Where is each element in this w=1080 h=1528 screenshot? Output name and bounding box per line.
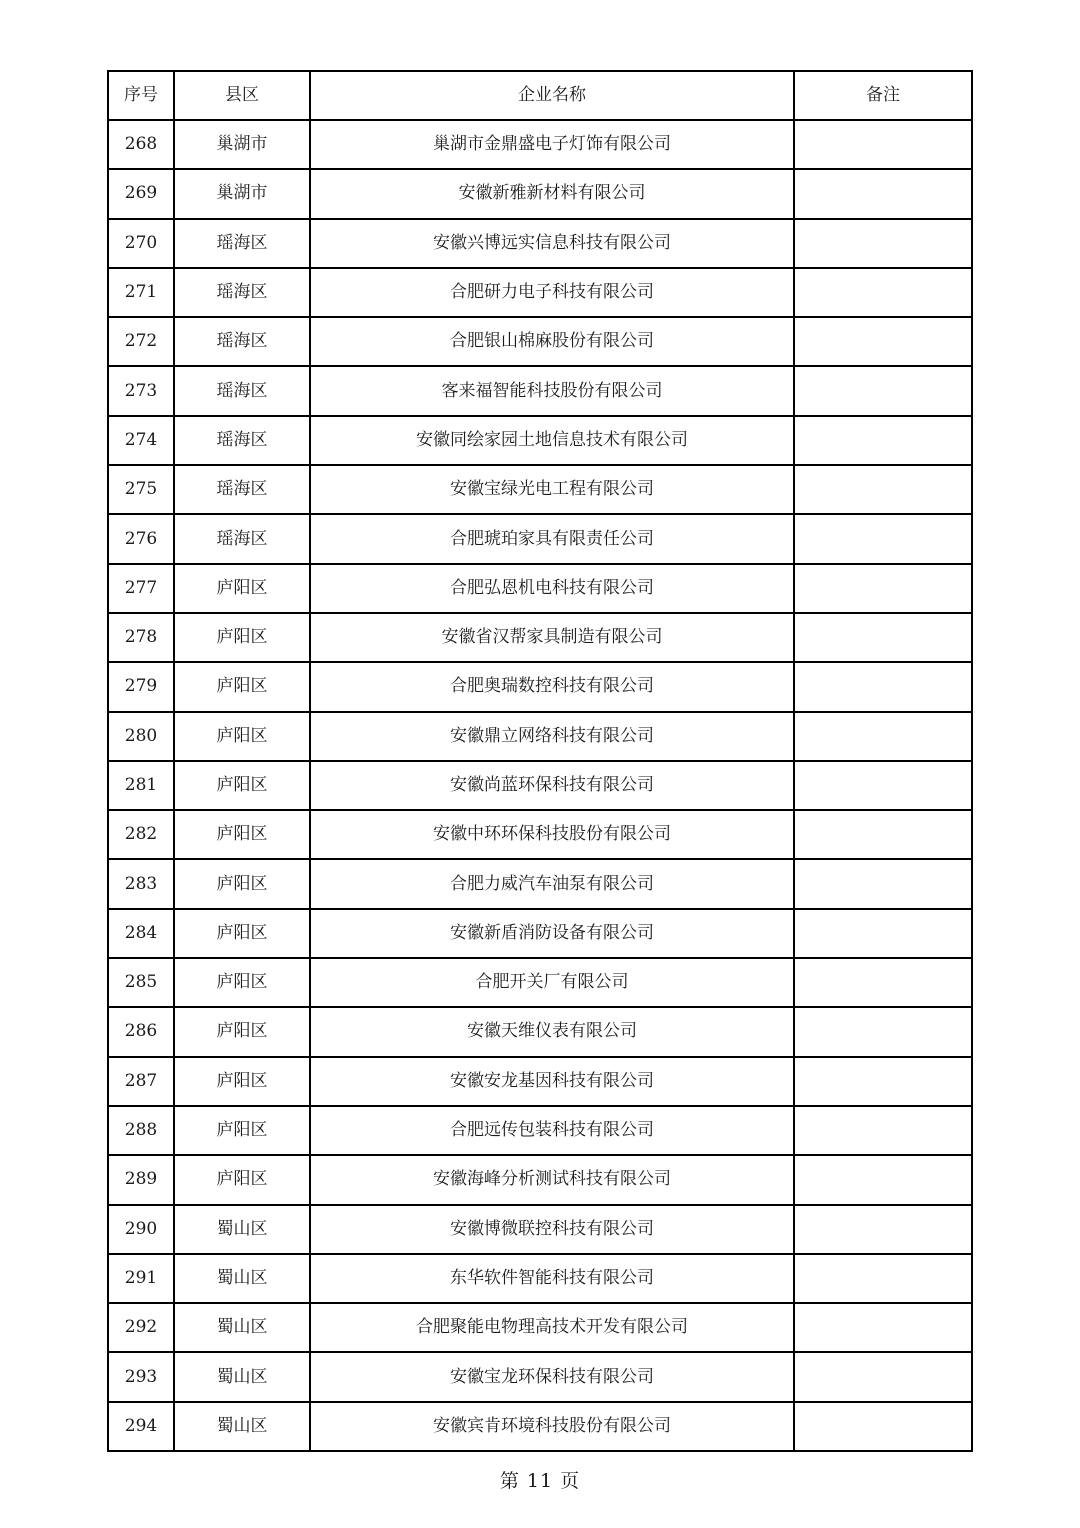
cell-company-name: 客来福智能科技股份有限公司 xyxy=(310,366,794,415)
cell-company-name: 安徽宝龙环保科技有限公司 xyxy=(310,1352,794,1401)
cell-remarks xyxy=(794,317,972,366)
cell-serial-number: 292 xyxy=(108,1303,174,1352)
table-row xyxy=(108,859,972,908)
table-row xyxy=(108,219,972,268)
cell-serial-number: 285 xyxy=(108,958,174,1007)
cell-company-name: 合肥力威汽车油泵有限公司 xyxy=(310,859,794,908)
table-row xyxy=(108,120,972,169)
cell-company-name: 安徽安龙基因科技有限公司 xyxy=(310,1057,794,1106)
cell-remarks xyxy=(794,1352,972,1401)
header-district: 县区 xyxy=(174,71,310,120)
cell-company-name: 安徽宝绿光电工程有限公司 xyxy=(310,465,794,514)
cell-remarks xyxy=(794,909,972,958)
cell-district: 瑶海区 xyxy=(174,268,310,317)
cell-district: 巢湖市 xyxy=(174,120,310,169)
cell-remarks xyxy=(794,514,972,563)
table-row xyxy=(108,1057,972,1106)
table-row xyxy=(108,366,972,415)
table-row xyxy=(108,761,972,810)
cell-remarks xyxy=(794,120,972,169)
table-row xyxy=(108,1205,972,1254)
cell-district: 庐阳区 xyxy=(174,810,310,859)
cell-company-name: 安徽省汉帮家具制造有限公司 xyxy=(310,613,794,662)
table-row xyxy=(108,1155,972,1204)
cell-district: 庐阳区 xyxy=(174,662,310,711)
cell-serial-number: 281 xyxy=(108,761,174,810)
cell-company-name: 东华软件智能科技有限公司 xyxy=(310,1254,794,1303)
cell-serial-number: 286 xyxy=(108,1007,174,1056)
cell-company-name: 安徽海峰分析测试科技有限公司 xyxy=(310,1155,794,1204)
cell-company-name: 合肥奥瑞数控科技有限公司 xyxy=(310,662,794,711)
header-serial-number: 序号 xyxy=(108,71,174,120)
cell-company-name: 安徽鼎立网络科技有限公司 xyxy=(310,712,794,761)
cell-district: 庐阳区 xyxy=(174,564,310,613)
enterprise-table-container xyxy=(107,70,971,1452)
cell-company-name: 安徽天维仪表有限公司 xyxy=(310,1007,794,1056)
cell-remarks xyxy=(794,564,972,613)
cell-company-name: 安徽新雅新材料有限公司 xyxy=(310,169,794,218)
cell-remarks xyxy=(794,613,972,662)
cell-remarks xyxy=(794,1007,972,1056)
cell-district: 瑶海区 xyxy=(174,317,310,366)
cell-district: 蜀山区 xyxy=(174,1402,310,1451)
cell-remarks xyxy=(794,1106,972,1155)
cell-serial-number: 290 xyxy=(108,1205,174,1254)
cell-serial-number: 269 xyxy=(108,169,174,218)
cell-remarks xyxy=(794,1402,972,1451)
cell-district: 庐阳区 xyxy=(174,1106,310,1155)
cell-district: 瑶海区 xyxy=(174,514,310,563)
cell-serial-number: 288 xyxy=(108,1106,174,1155)
cell-serial-number: 271 xyxy=(108,268,174,317)
cell-company-name: 安徽博微联控科技有限公司 xyxy=(310,1205,794,1254)
cell-remarks xyxy=(794,958,972,1007)
cell-remarks xyxy=(794,219,972,268)
cell-company-name: 安徽同绘家园土地信息技术有限公司 xyxy=(310,416,794,465)
cell-district: 蜀山区 xyxy=(174,1303,310,1352)
cell-serial-number: 273 xyxy=(108,366,174,415)
cell-company-name: 合肥弘恩机电科技有限公司 xyxy=(310,564,794,613)
cell-district: 庐阳区 xyxy=(174,1007,310,1056)
cell-district: 瑶海区 xyxy=(174,219,310,268)
table-row xyxy=(108,909,972,958)
cell-district: 瑶海区 xyxy=(174,465,310,514)
cell-serial-number: 287 xyxy=(108,1057,174,1106)
cell-remarks xyxy=(794,1303,972,1352)
table-row xyxy=(108,613,972,662)
cell-company-name: 巢湖市金鼎盛电子灯饰有限公司 xyxy=(310,120,794,169)
table-row xyxy=(108,1007,972,1056)
table-row xyxy=(108,810,972,859)
table-row xyxy=(108,712,972,761)
table-row xyxy=(108,416,972,465)
table-row xyxy=(108,1106,972,1155)
cell-serial-number: 293 xyxy=(108,1352,174,1401)
cell-remarks xyxy=(794,366,972,415)
cell-company-name: 合肥银山棉麻股份有限公司 xyxy=(310,317,794,366)
table-row xyxy=(108,268,972,317)
cell-district: 瑶海区 xyxy=(174,416,310,465)
cell-serial-number: 276 xyxy=(108,514,174,563)
cell-serial-number: 270 xyxy=(108,219,174,268)
page-number: 第 11 页 xyxy=(499,1470,581,1492)
cell-remarks xyxy=(794,169,972,218)
table-row xyxy=(108,662,972,711)
table-header-row xyxy=(108,71,972,120)
cell-remarks xyxy=(794,465,972,514)
table-row xyxy=(108,1402,972,1451)
cell-company-name: 合肥开关厂有限公司 xyxy=(310,958,794,1007)
cell-remarks xyxy=(794,268,972,317)
cell-remarks xyxy=(794,1254,972,1303)
cell-remarks xyxy=(794,712,972,761)
header-remarks: 备注 xyxy=(794,71,972,120)
cell-district: 庐阳区 xyxy=(174,613,310,662)
cell-serial-number: 272 xyxy=(108,317,174,366)
table-row xyxy=(108,465,972,514)
cell-district: 蜀山区 xyxy=(174,1254,310,1303)
cell-serial-number: 275 xyxy=(108,465,174,514)
cell-company-name: 安徽新盾消防设备有限公司 xyxy=(310,909,794,958)
table-row xyxy=(108,1352,972,1401)
cell-company-name: 合肥远传包装科技有限公司 xyxy=(310,1106,794,1155)
cell-district: 蜀山区 xyxy=(174,1205,310,1254)
cell-remarks xyxy=(794,859,972,908)
table-row xyxy=(108,514,972,563)
cell-district: 蜀山区 xyxy=(174,1352,310,1401)
cell-company-name: 安徽兴博远实信息科技有限公司 xyxy=(310,219,794,268)
table-row xyxy=(108,1303,972,1352)
cell-company-name: 合肥琥珀家具有限责任公司 xyxy=(310,514,794,563)
cell-serial-number: 289 xyxy=(108,1155,174,1204)
cell-serial-number: 282 xyxy=(108,810,174,859)
table-row xyxy=(108,564,972,613)
cell-district: 庐阳区 xyxy=(174,761,310,810)
header-company-name: 企业名称 xyxy=(310,71,794,120)
cell-serial-number: 280 xyxy=(108,712,174,761)
cell-serial-number: 291 xyxy=(108,1254,174,1303)
cell-district: 庐阳区 xyxy=(174,859,310,908)
cell-serial-number: 284 xyxy=(108,909,174,958)
cell-serial-number: 274 xyxy=(108,416,174,465)
cell-remarks xyxy=(794,1205,972,1254)
cell-district: 庐阳区 xyxy=(174,958,310,1007)
cell-serial-number: 294 xyxy=(108,1402,174,1451)
cell-serial-number: 283 xyxy=(108,859,174,908)
table-body xyxy=(108,120,972,1451)
cell-company-name: 合肥研力电子科技有限公司 xyxy=(310,268,794,317)
cell-district: 巢湖市 xyxy=(174,169,310,218)
cell-remarks xyxy=(794,1155,972,1204)
cell-district: 庐阳区 xyxy=(174,1057,310,1106)
cell-district: 庐阳区 xyxy=(174,1155,310,1204)
cell-company-name: 安徽中环环保科技股份有限公司 xyxy=(310,810,794,859)
table-row xyxy=(108,317,972,366)
cell-company-name: 安徽宾肯环境科技股份有限公司 xyxy=(310,1402,794,1451)
cell-serial-number: 277 xyxy=(108,564,174,613)
cell-serial-number: 279 xyxy=(108,662,174,711)
table-row xyxy=(108,958,972,1007)
cell-district: 瑶海区 xyxy=(174,366,310,415)
cell-remarks xyxy=(794,1057,972,1106)
cell-company-name: 合肥聚能电物理高技术开发有限公司 xyxy=(310,1303,794,1352)
table-row xyxy=(108,1254,972,1303)
cell-remarks xyxy=(794,810,972,859)
cell-serial-number: 268 xyxy=(108,120,174,169)
table-row xyxy=(108,169,972,218)
cell-remarks xyxy=(794,761,972,810)
cell-district: 庐阳区 xyxy=(174,909,310,958)
cell-serial-number: 278 xyxy=(108,613,174,662)
cell-remarks xyxy=(794,662,972,711)
cell-remarks xyxy=(794,416,972,465)
enterprise-table xyxy=(107,70,973,1452)
cell-district: 庐阳区 xyxy=(174,712,310,761)
cell-company-name: 安徽尚蓝环保科技有限公司 xyxy=(310,761,794,810)
